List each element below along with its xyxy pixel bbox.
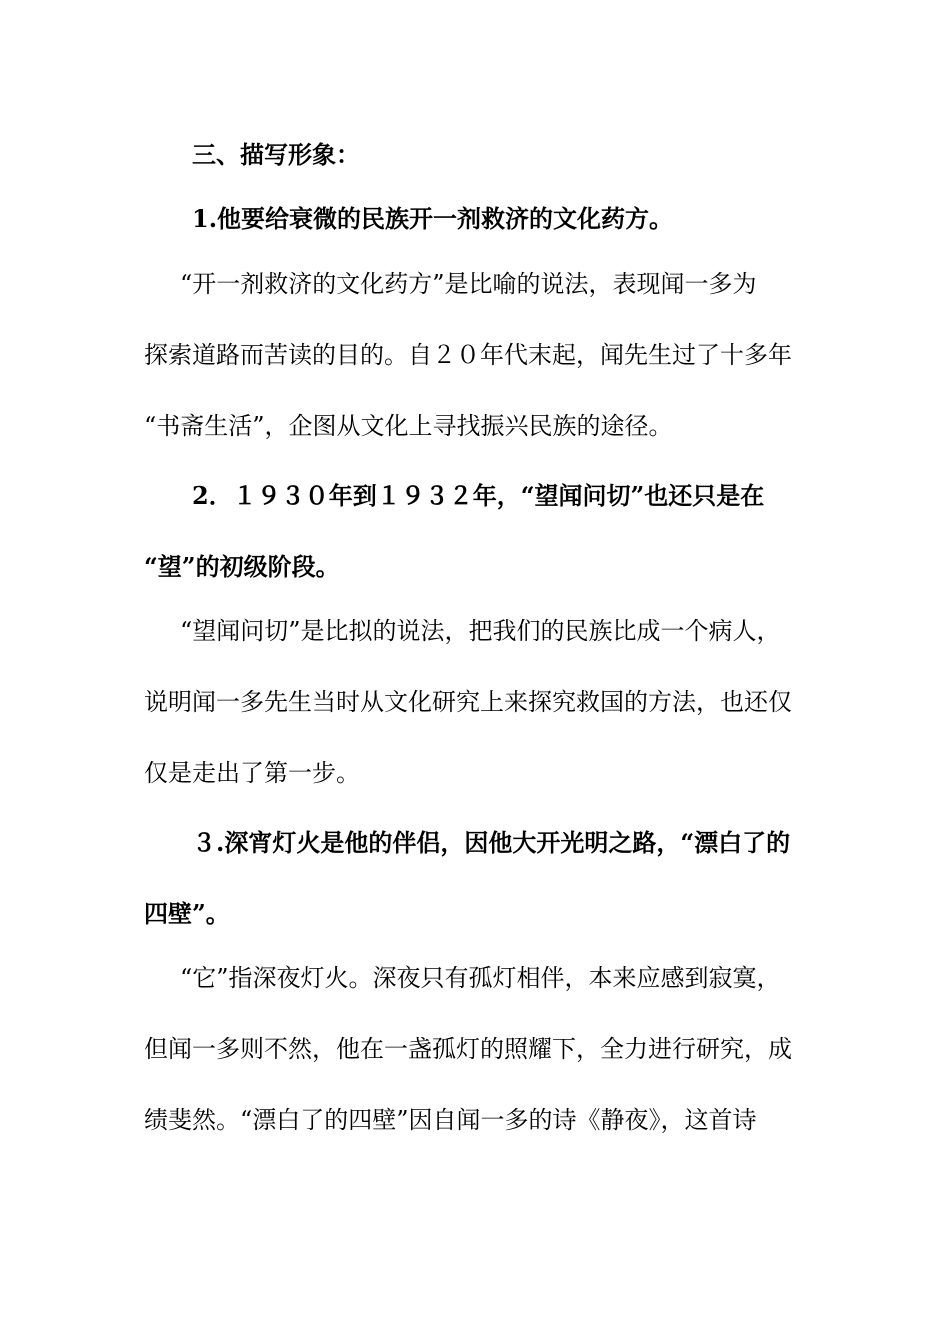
paragraph-line: 绩斐然。“漂白了的四壁”因自闻一多的诗《静夜》，这首诗 <box>144 1106 757 1134</box>
paragraph-line: “开一剂救济的文化药方”是比喻的说法，表现闻一多为 <box>180 270 757 298</box>
paragraph-line: 仅是走出了第一步。 <box>144 759 360 787</box>
point-1-heading: 1.他要给衰微的民族开一剂救济的文化药方。 <box>192 204 674 233</box>
paragraph-line: “望闻问切”是比拟的说法，把我们的民族比成一个病人， <box>180 617 781 645</box>
paragraph-line: 但闻一多则不然，他在一盏孤灯的照耀下，全力进行研究，成 <box>144 1035 792 1063</box>
point-3-heading: ３.深宵灯火是他的伴侣，因他大开光明之路，“漂白了的 <box>192 828 791 857</box>
point-2-heading: 2．１９３０年到１９３２年，“望闻问切”也还只是在 <box>192 481 765 510</box>
point-3-heading-cont: 四壁”。 <box>144 899 230 928</box>
paragraph-line: 探索道路而苦读的目的。自２０年代末起，闻先生过了十多年 <box>144 341 792 369</box>
paragraph-line: 说明闻一多先生当时从文化研究上来探究救国的方法，也还仅 <box>144 688 792 716</box>
point-2-heading-cont: “望”的初级阶段。 <box>144 552 340 581</box>
section-heading: 三、描写形象： <box>192 140 360 169</box>
paragraph-line: “书斋生活”，企图从文化上寻找振兴民族的途径。 <box>144 412 673 440</box>
paragraph-line: “它”指深夜灯火。深夜只有孤灯相伴，本来应感到寂寞， <box>180 964 781 992</box>
